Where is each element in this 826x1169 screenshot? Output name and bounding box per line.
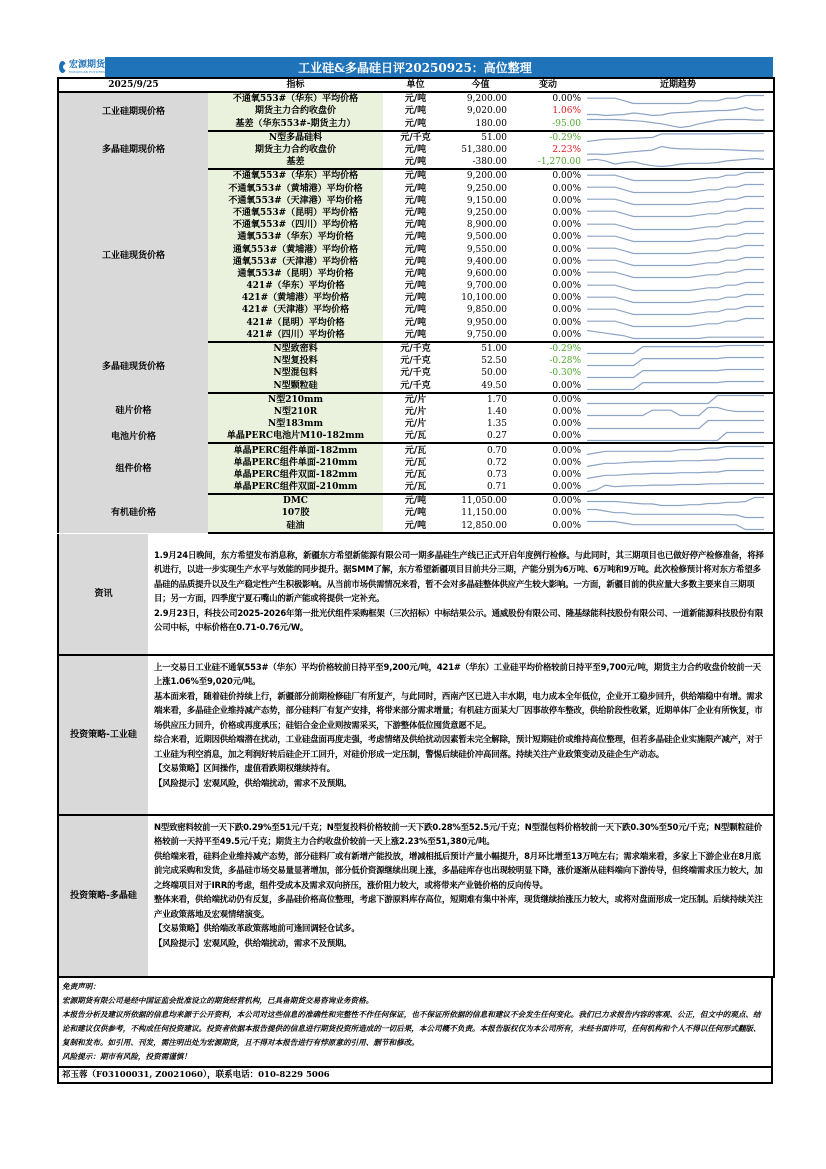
indicator-name: 107胶 — [208, 507, 383, 519]
change-value: -95.00 — [513, 118, 583, 131]
category-label: 有机硅价格 — [58, 494, 208, 533]
trend-sparkline — [583, 243, 774, 255]
sparkline-path — [587, 345, 764, 353]
indicator-name: N型多晶硅料 — [208, 131, 383, 144]
change-value: 0.00% — [552, 445, 581, 456]
unit-label: 元/瓦 — [404, 457, 427, 468]
unit-label: 元/吨 — [404, 106, 427, 117]
section-text — [148, 815, 774, 977]
sparkline-path — [587, 233, 764, 241]
unit-label: 元/吨 — [404, 207, 427, 218]
current-value: 9,500.00 — [466, 232, 507, 243]
unit-label: 元/吨 — [404, 508, 427, 519]
current-value: 9,250.00 — [466, 183, 507, 194]
change-value: 0.00% — [552, 244, 581, 255]
indicator-name: 421#（天津港）平均价格 — [208, 304, 383, 316]
price-row — [58, 443, 774, 456]
unit-label: 元/吨 — [404, 268, 427, 279]
change-value: 0.00% — [552, 171, 581, 182]
trend-sparkline — [583, 256, 774, 268]
sparkline-path — [587, 357, 764, 365]
commentary-section — [58, 815, 774, 977]
trend-sparkline — [583, 507, 774, 519]
indicator-name: N型210R — [208, 406, 383, 418]
trend-sparkline — [583, 131, 774, 144]
change-value: 0.00% — [552, 281, 581, 292]
change-value: 0.00% — [552, 220, 581, 231]
unit-label: 元/千克 — [400, 368, 431, 379]
unit-label: 元/吨 — [404, 317, 427, 328]
sparkline-path — [587, 107, 764, 115]
price-table — [57, 77, 775, 534]
price-row — [58, 92, 774, 105]
trend-sparkline — [583, 195, 774, 207]
category-label: 硅片价格 — [58, 393, 208, 431]
trend-sparkline — [583, 207, 774, 219]
paragraph: 基本面来看，随着硅价持续上行，新疆部分前期检修硅厂有所复产，与此同时，西南产区已进入丰水期，电力成本全年低位，企业开工稳步回升，供给端稳中有增。需求端来看，多晶硅企业维持减产态势，部分硅料厂有复产安排，将带来部分需求增量；有机硅方面某大厂因事故停车整改，供给阶段性收紧，近期单体厂企业有所恢复，市场供应压力回升，价格或再度承压；硅铝合金企业则按需采买，下游整体低位囤货意愿不足。 — [154, 690, 763, 730]
sparkline-path — [587, 95, 764, 103]
col-value: 今值 — [448, 78, 513, 92]
current-value: 50.00 — [481, 368, 507, 379]
trend-sparkline — [583, 443, 774, 456]
unit-label: 元/吨 — [404, 281, 427, 292]
change-value: 0.00% — [552, 496, 581, 507]
change-value: -0.28% — [549, 356, 581, 367]
indicator-name: 通氧553#（黄埔港）平均价格 — [208, 243, 383, 255]
trend-sparkline — [583, 219, 774, 231]
unit-label: 元/片 — [404, 419, 427, 430]
category-label: 电池片价格 — [58, 430, 208, 443]
sparkline-path — [587, 209, 764, 217]
current-value: 1.40 — [486, 406, 507, 417]
current-value: 10,100.00 — [461, 293, 507, 304]
paragraph: 供给端来看，硅料企业维持减产态势，部分硅料厂或有新增产能投放，增减相抵后预计产量小幅提升，8月环比增至13万吨左右；需求端来看，多家上下游企业在8月底前完成采购和发货，多晶硅市场交易量显著增加，部分低价资源继续出现上涨，多晶硅库存也出现较明显下降，涨价逐渐从硅料端向下游传导，但终端需求压力较大，加之终端项目对于IRR的考虑，组件受成本及需求双向挤压，涨价阻力较大，或将带来产业链价格的反向传导。 — [154, 850, 763, 890]
trend-sparkline — [583, 418, 774, 430]
unit-label: 元/瓦 — [404, 445, 427, 456]
disclaimer-line: 宏源期货有限公司是经中国证监会批准设立的期货经营机构，已具备期货交易咨询业务资格。 — [62, 995, 374, 1005]
indicator-name: 421#（黄埔港）平均价格 — [208, 292, 383, 304]
disclaimer-line: 风险提示：期市有风险，投资需谨慎！ — [62, 1051, 192, 1061]
unit-label: 元/千克 — [400, 356, 431, 367]
indicator-name: DMC — [208, 494, 383, 507]
sparkline-path — [587, 471, 764, 479]
commentary-section — [58, 655, 774, 815]
paragraph: 1.9月24日晚间，东方希望发布消息称，新疆东方希望新能源有限公司一期多晶硅生产线已正式开启年度例行检修。与此同时，其三期项目也已做好停产检修准备，将择机进行，以进一步实现生产水平与效能的同步提升。据SMM了解，东方希望新疆项目目前共分三期，产能分别为6万吨、6万吨和9万吨。此次检修预计将对东方希望多晶硅的品质提升以及生产稳定性产生积极影响。从当前市场供需情况来看，暂不会对多晶硅整体供应产生较大影响。一方面，新疆目前的供应量大多数主要来自三期项目；另一方面，四季度宁夏石嘴山的新产能或将提供一定补充。 — [154, 549, 764, 604]
change-value: 0.00% — [552, 256, 581, 267]
change-value: 0.00% — [513, 430, 583, 443]
indicator-name: 期货主力合约收盘价 — [208, 144, 383, 156]
unit-label: 元/吨 — [404, 183, 427, 194]
trend-sparkline — [583, 380, 774, 393]
unit-label: 元/千克 — [400, 132, 431, 143]
unit-label: 元/千克 — [383, 380, 448, 393]
indicator-name: N型混包料 — [208, 367, 383, 379]
indicator-name: N型210mm — [208, 393, 383, 406]
indicator-name: 421#（四川）平均价格 — [208, 329, 383, 342]
sparkline-path — [587, 294, 764, 302]
unit-label: 元/吨 — [383, 118, 448, 131]
trend-sparkline — [583, 430, 774, 443]
trend-sparkline — [583, 118, 774, 131]
current-value: 1.70 — [486, 394, 507, 405]
indicator-name: N型颗粒硅 — [208, 380, 383, 393]
unit-label: 元/瓦 — [383, 481, 448, 494]
current-value: 9,950.00 — [466, 317, 507, 328]
unit-label: 元/吨 — [383, 520, 448, 533]
col-change: 变动 — [513, 78, 583, 92]
current-value: 51,380.00 — [461, 145, 507, 156]
sparkline-path — [587, 185, 764, 193]
indicator-name: 通氧553#（华东）平均价格 — [208, 231, 383, 243]
change-value: 0.00% — [552, 457, 581, 468]
change-value: 0.00% — [552, 232, 581, 243]
current-value: -380.00 — [448, 156, 513, 169]
current-value: 0.27 — [448, 430, 513, 443]
unit-label: 元/吨 — [404, 220, 427, 231]
change-value: 0.00% — [513, 520, 583, 533]
trend-sparkline — [583, 231, 774, 243]
category-label: 多晶硅期现价格 — [58, 131, 208, 170]
trend-sparkline — [583, 520, 774, 533]
sparkline-path — [587, 483, 764, 491]
trend-sparkline — [583, 169, 774, 182]
indicator-name: 不通氧553#（天津港）平均价格 — [208, 195, 383, 207]
price-row — [58, 393, 774, 406]
unit-label: 元/瓦 — [404, 469, 427, 480]
report-header — [57, 57, 773, 77]
indicator-name: 不通氧553#（华东）平均价格 — [208, 92, 383, 105]
section-text — [148, 534, 774, 655]
sparkline-path — [587, 509, 764, 517]
current-value: 0.71 — [448, 481, 513, 494]
sparkline-path — [587, 497, 764, 505]
unit-label: 元/吨 — [404, 496, 427, 507]
report-sheet — [57, 57, 773, 1084]
sparkline-path — [587, 158, 764, 166]
sparkline-path — [587, 382, 764, 390]
logo-icon — [59, 61, 66, 73]
report-title: 工业硅&多晶硅日评20250925：高位整理 — [298, 60, 532, 75]
indicator-name: 不通氧553#（四川）平均价格 — [208, 219, 383, 231]
change-value: -1,270.00 — [513, 156, 583, 169]
trend-sparkline — [583, 292, 774, 304]
sparkline-path — [587, 331, 764, 339]
section-label: 资讯 — [58, 534, 148, 655]
trend-sparkline — [583, 494, 774, 507]
unit-label: 元/吨 — [404, 244, 427, 255]
indicator-name: N型复投料 — [208, 355, 383, 367]
sparkline-path — [587, 134, 764, 142]
change-value: 0.00% — [552, 293, 581, 304]
sparkline-path — [587, 258, 764, 266]
current-value: 9,250.00 — [466, 207, 507, 218]
trend-sparkline — [583, 92, 774, 105]
change-value: 0.00% — [552, 469, 581, 480]
current-value: 9,750.00 — [448, 329, 513, 342]
indicator-name: N型致密料 — [208, 342, 383, 355]
unit-label: 元/瓦 — [383, 430, 448, 443]
current-value: 0.70 — [486, 445, 507, 456]
indicator-name: 单晶PERC组件双面-210mm — [208, 481, 383, 494]
indicator-name: 单晶PERC组件单面-210mm — [208, 457, 383, 469]
indicator-name: 单晶PERC组件单面-182mm — [208, 443, 383, 456]
trend-sparkline — [583, 268, 774, 280]
unit-label: 元/片 — [404, 406, 427, 417]
change-value: 0.00% — [552, 406, 581, 417]
change-value: 0.00% — [552, 394, 581, 405]
current-value: 0.73 — [486, 469, 507, 480]
sparkline-path — [587, 432, 764, 440]
trend-sparkline — [583, 367, 774, 379]
change-value: 0.00% — [513, 329, 583, 342]
sparkline-path — [587, 120, 764, 128]
change-value: 0.00% — [513, 481, 583, 494]
trend-sparkline — [583, 355, 774, 367]
trend-sparkline — [583, 481, 774, 494]
unit-label: 元/吨 — [404, 94, 427, 105]
sparkline-path — [587, 459, 764, 467]
change-value: 0.00% — [552, 195, 581, 206]
paragraph: 综合来看，近期因供给端潜在扰动，工业硅盘面再度走强，考虑情绪及供给扰动因素暂未完全解除，预计短期硅价或维持高位整理，但若多晶硅企业实施限产减产，对于工业硅为利空消息，加之利润好转后硅企开工回升，对硅价形成一定压制，警惕后续硅价冲高回落。持续关注产业政策变动及硅企生产动态。 — [154, 734, 763, 759]
current-value: 8,900.00 — [466, 220, 507, 231]
commentary-table — [57, 534, 775, 978]
change-value: 1.06% — [552, 106, 581, 117]
change-value: 0.00% — [513, 380, 583, 393]
col-trend: 近期趋势 — [583, 78, 774, 92]
sparkline-path — [587, 369, 764, 377]
paragraph: 【交易策略】区间操作，虚值看跌期权继续持有。 — [154, 763, 335, 774]
sparkline-path — [587, 306, 764, 314]
trend-sparkline — [583, 329, 774, 342]
unit-label: 元/千克 — [400, 344, 431, 355]
analyst-contact: 祁玉蓉（F03100031, Z0021060），联系电话：010-8229 5006 — [57, 1068, 773, 1084]
current-value: 9,850.00 — [466, 305, 507, 316]
disclaimer-heading: 免责声明： — [62, 981, 100, 991]
trend-sparkline — [583, 317, 774, 329]
current-value: 49.50 — [448, 380, 513, 393]
indicator-name: 通氧553#（昆明）平均价格 — [208, 268, 383, 280]
unit-label: 元/吨 — [383, 156, 448, 169]
change-value: 0.00% — [552, 419, 581, 430]
column-header-row — [58, 78, 774, 92]
sparkline-path — [587, 270, 764, 278]
price-row — [58, 342, 774, 355]
company-logo — [57, 57, 105, 77]
unit-label: 元/吨 — [404, 256, 427, 267]
unit-label: 元/吨 — [404, 195, 427, 206]
current-value: 1.35 — [486, 419, 507, 430]
change-value: -0.29% — [549, 344, 581, 355]
change-value: -0.30% — [549, 368, 581, 379]
indicator-name: 421#（昆明）平均价格 — [208, 317, 383, 329]
current-value: 51.00 — [481, 344, 507, 355]
paragraph: 【风险提示】宏观风险，供给端扰动，需求不及预期。 — [154, 777, 352, 788]
sparkline-path — [587, 396, 764, 404]
indicator-name: 期货主力合约收盘价 — [208, 105, 383, 117]
report-date: 2025/9/25 — [58, 78, 208, 92]
indicator-name: 基差（华东553#-期货主力） — [208, 118, 383, 131]
change-value: -0.29% — [549, 132, 581, 143]
current-value: 9,150.00 — [466, 195, 507, 206]
commentary-section — [58, 534, 774, 655]
trend-sparkline — [583, 156, 774, 169]
paragraph: 上一交易日工业硅不通氧553#（华东）平均价格较前日持平至9,200元/吨，421#（华东）工业硅平均价格较前日持平至9,700元/吨，期货主力合约收盘价较前一天上涨1.06%至9,020元/吨。 — [154, 661, 761, 687]
indicator-name: 单晶PERC组件双面-182mm — [208, 469, 383, 481]
current-value: 12,850.00 — [448, 520, 513, 533]
logo-text: 宏源期货 — [68, 59, 105, 70]
sparkline-path — [587, 522, 764, 530]
paragraph: 整体来看，供给端扰动仍有反复，多晶硅价格高位整理，考虑下游原料库存高位，短期难有集中补库，现货继续抬涨压力较大，或将对盘面形成一定压制。后续持续关注产业政策落地及宏观情绪演变。 — [154, 894, 763, 919]
indicator-name: N型183mm — [208, 418, 383, 430]
current-value: 9,600.00 — [466, 268, 507, 279]
current-value: 11,150.00 — [461, 508, 507, 519]
unit-label: 元/片 — [404, 394, 427, 405]
current-value: 52.50 — [481, 356, 507, 367]
change-value: 0.00% — [552, 207, 581, 218]
sparkline-path — [587, 172, 764, 180]
sparkline-path — [587, 146, 764, 154]
trend-sparkline — [583, 342, 774, 355]
disclaimer-line: 本报告分析及建议所依据的信息均来源于公开资料，本公司对这些信息的准确性和完整性不作任何保证，也不保证所依据的信息和建议不会发生任何变化。我们已力求报告内容的客观、公正，但文中的观点、结论和建议仅供参考，不构成任何投资建议。投资者依据本报告提供的信息进行期货投资所造成的一切后果，本公司概不负责。本报告版权仅为本公司所有，未经书面许可，任何机构和个人不得以任何形式翻版、复制和发布。如引用、刊发，需注明出处为宏源期货，且不得对本报告进行有悖原意的引用、删节和修改。 — [62, 1009, 761, 1047]
price-row — [58, 131, 774, 144]
current-value: 51.00 — [481, 132, 507, 143]
change-value: 0.00% — [552, 183, 581, 194]
trend-sparkline — [583, 144, 774, 156]
trend-sparkline — [583, 183, 774, 195]
trend-sparkline — [583, 304, 774, 316]
indicator-name: 不通氧553#（黄埔港）平均价格 — [208, 183, 383, 195]
unit-label: 元/吨 — [404, 232, 427, 243]
indicator-name: 基差 — [208, 156, 383, 169]
sparkline-path — [587, 221, 764, 229]
price-row — [58, 169, 774, 182]
unit-label: 元/吨 — [404, 171, 427, 182]
change-value: 0.00% — [552, 508, 581, 519]
disclaimer — [57, 978, 773, 1068]
unit-label: 元/吨 — [404, 293, 427, 304]
indicator-name: 不通氧553#（华东）平均价格 — [208, 169, 383, 182]
indicator-name: 单晶PERC电池片M10-182mm — [208, 430, 383, 443]
sparkline-path — [587, 420, 764, 428]
sparkline-path — [587, 246, 764, 254]
indicator-name: 不通氧553#（昆明）平均价格 — [208, 207, 383, 219]
trend-sparkline — [583, 393, 774, 406]
paragraph: 【交易策略】供给端改革政策落地前可逢回调轻仓试多。 — [154, 923, 360, 934]
trend-sparkline — [583, 280, 774, 292]
sparkline-path — [587, 447, 764, 455]
current-value: 0.72 — [486, 457, 507, 468]
section-text — [148, 655, 774, 815]
change-value: 0.00% — [552, 268, 581, 279]
current-value: 9,200.00 — [466, 94, 507, 105]
indicator-name: 421#（华东）平均价格 — [208, 280, 383, 292]
sparkline-path — [587, 408, 764, 416]
current-value: 9,550.00 — [466, 244, 507, 255]
indicator-name: 通氧553#（天津港）平均价格 — [208, 256, 383, 268]
change-value: 0.00% — [552, 305, 581, 316]
trend-sparkline — [583, 469, 774, 481]
current-value: 9,400.00 — [466, 256, 507, 267]
sparkline-path — [587, 197, 764, 205]
current-value: 9,200.00 — [466, 171, 507, 182]
category-label: 工业硅期现价格 — [58, 92, 208, 131]
change-value: 0.00% — [552, 94, 581, 105]
category-label: 多晶硅现货价格 — [58, 342, 208, 393]
current-value: 11,050.00 — [461, 496, 507, 507]
price-row — [58, 494, 774, 507]
paragraph: 【风险提示】宏观风险，供给端扰动，需求不及预期。 — [154, 937, 352, 948]
price-row — [58, 430, 774, 443]
sparkline-path — [587, 282, 764, 290]
current-value: 9,700.00 — [466, 281, 507, 292]
col-unit: 单位 — [383, 78, 448, 92]
col-indicator: 指标 — [208, 78, 383, 92]
unit-label: 元/吨 — [383, 329, 448, 342]
section-label: 投资策略-多晶硅 — [58, 815, 148, 977]
paragraph: N型致密料较前一天下跌0.29%至51元/千克；N型复投料价格较前一天下跌0.28%至52.5元/千克；N型混包料价格较前一天下跌0.30%至50元/千克；N型颗粒硅价格较前一天持平至49.5元/千克；期货主力合约收盘价较前一天上涨2.23%至51,380元/吨。 — [154, 821, 762, 847]
section-label: 投资策略-工业硅 — [58, 655, 148, 815]
category-label: 组件价格 — [58, 443, 208, 494]
current-value: 9,020.00 — [466, 106, 507, 117]
logo-subtext: HONGYUAN FUTURES — [68, 69, 105, 74]
current-value: 180.00 — [448, 118, 513, 131]
paragraph: 2.9月23日，科技公司2025-2026年第一批光伏组件采购框架（三次招标）中标结果公示。通威股份有限公司、隆基绿能科技股份有限公司、一道新能源科技股份有限公司中标，中标价格在0.71-0.76元/W。 — [154, 607, 764, 633]
unit-label: 元/吨 — [404, 305, 427, 316]
trend-sparkline — [583, 457, 774, 469]
trend-sparkline — [583, 406, 774, 418]
trend-sparkline — [583, 105, 774, 117]
indicator-name: 硅油 — [208, 520, 383, 533]
sparkline-path — [587, 319, 764, 327]
category-label: 工业硅现货价格 — [58, 169, 208, 342]
change-value: 0.00% — [552, 317, 581, 328]
unit-label: 元/吨 — [404, 145, 427, 156]
change-value: 2.23% — [552, 145, 581, 156]
